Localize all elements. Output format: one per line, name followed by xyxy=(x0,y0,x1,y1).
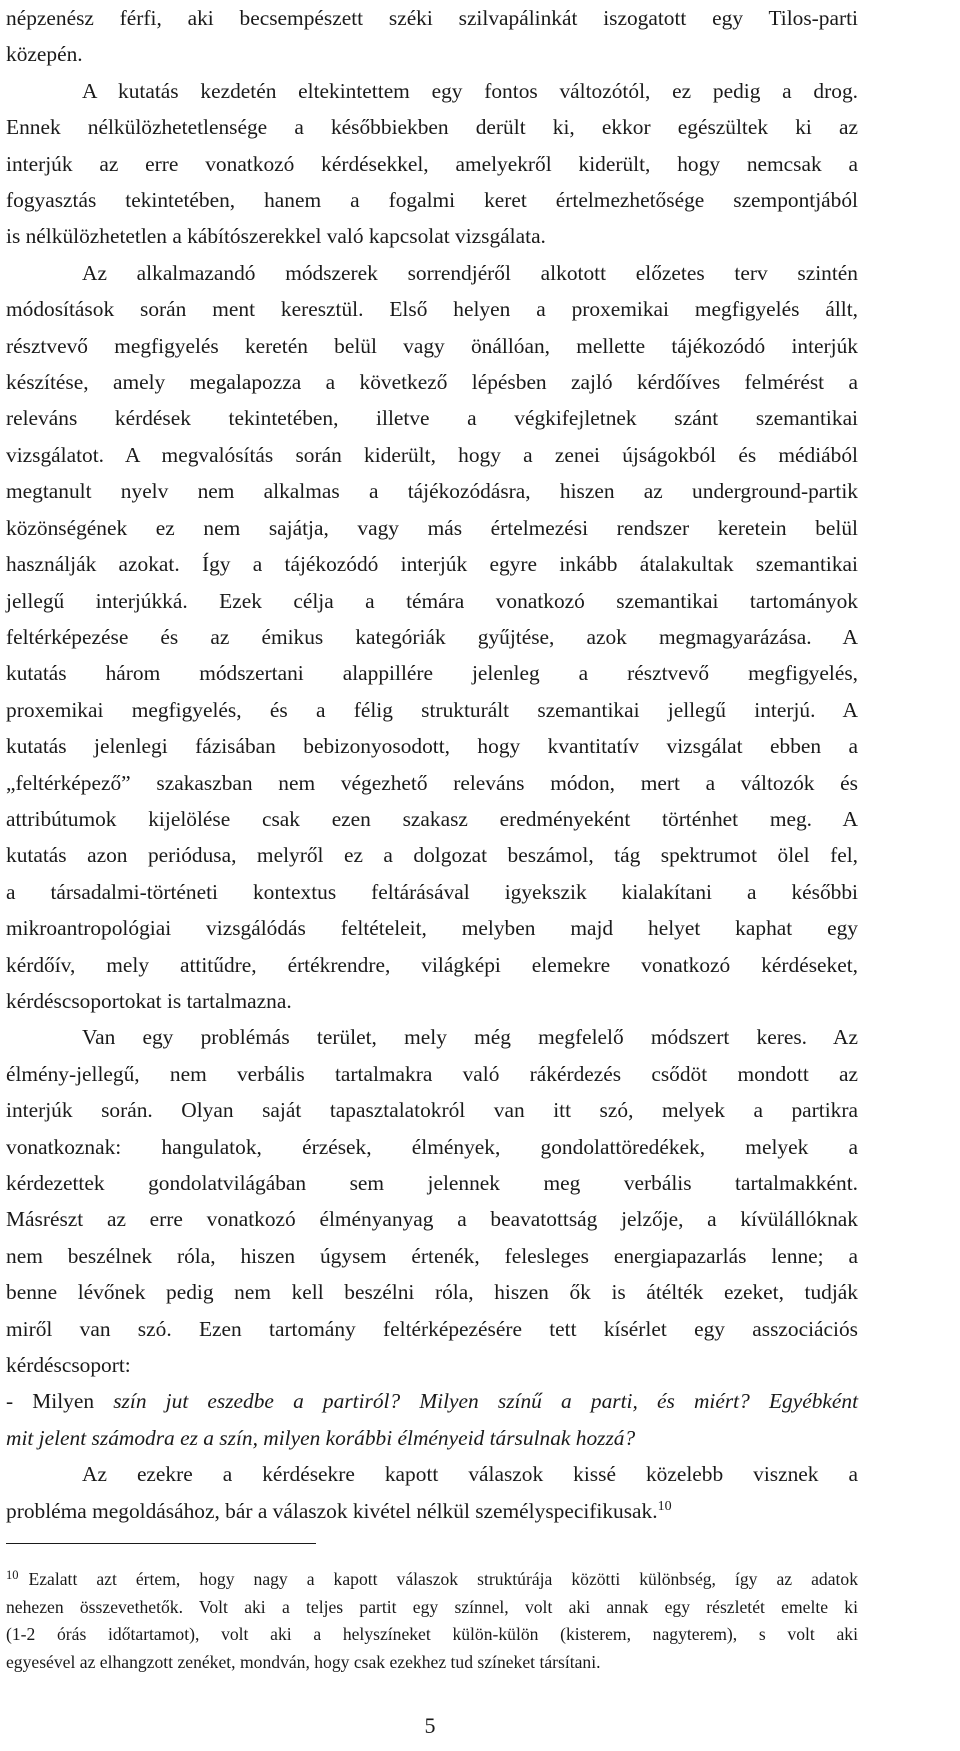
text-line: attribútumok kijelölése csak ezen szakasz eredményeként történhet meg. A xyxy=(6,806,858,831)
text-line: jellegű interjúkká. Ezek célja a témára vonatkozó szemantikai tartományok xyxy=(6,588,858,613)
text-line: Ennek nélkülözhetetlensége a későbbiekben derült ki, ekkor egészültek ki az xyxy=(6,115,858,140)
last-line-text: probléma megoldásához, bár a válaszok kivétel nélkül személyspecifikusak. xyxy=(6,1498,658,1523)
text-line: a társadalmi-történeti kontextus feltárásával igyekszik kialakítani a későbbi xyxy=(6,879,858,904)
footnote-line xyxy=(6,1594,858,1622)
footnote-text: nehezen összevethetők. Volt aki a teljes partit egy színnel, volt aki annak egy részletét emelte ki xyxy=(6,1596,858,1617)
document-page xyxy=(6,0,858,1529)
text-line: benne lévőnek pedig nem kell beszélni róla, hiszen ők is átélték ezeket, tudják xyxy=(6,1280,858,1305)
text-line: is nélkülözhetetlen a kábítószerekkel való kapcsolat vizsgálata. xyxy=(6,224,546,249)
text-line: kérdéscsoportokat is tartalmazna. xyxy=(6,988,292,1013)
text-line: vizsgálatot. A megvalósítás során kiderült, hogy a zenei újságokból és médiából xyxy=(6,442,858,467)
text-line: „feltérképező” szakaszban nem végezhető releváns módon, mert a változók és xyxy=(6,770,858,795)
text-line: résztvevő megfigyelés keretén belül vagy önállóan, mellette tájékozódó interjúk xyxy=(6,333,858,358)
footnote-text: egyesével az elhangzott zenéket, mondván, hogy csak ezekhez tud színeket társítani. xyxy=(6,1651,601,1672)
text-line: interjúk az erre vonatkozó kérdésekkel, amelyekről kiderült, hogy nemcsak a xyxy=(6,151,858,176)
footnote-reference[interactable]: 10 xyxy=(657,1498,672,1514)
question-italic: mit jelent számodra ez a szín, milyen korábbi élményeid társulnak hozzá? xyxy=(6,1425,636,1450)
text-line: Van egy problémás terület, mely még megfelelő módszert keres. Az xyxy=(82,1025,858,1050)
text-line: miről van szó. Ezen tartomány feltérképezésére tett kísérlet egy asszociációs xyxy=(6,1316,858,1341)
question-line xyxy=(6,1420,858,1456)
text-line: kérdéscsoport: xyxy=(6,1353,131,1378)
text-line: kutatás azon periódusa, melyről ez a dolgozat beszámol, tág spektrumot ölel fel, xyxy=(6,843,858,868)
footnote-line xyxy=(6,1621,858,1649)
text-line: Másrészt az erre vonatkozó élményanyag a beavatottság jelzője, a kívülállóknak xyxy=(6,1207,858,1232)
text-line: mikroantropológiai vizsgálódás feltételeit, melyben majd helyet kaphat egy xyxy=(6,916,858,941)
text-line: közönségének ez nem sajátja, vagy más értelmezési rendszer keretein belül xyxy=(6,515,858,540)
footnote-text: Ezalatt azt értem, hogy nagy a kapott válaszok struktúrája közötti különbség, így az adatok xyxy=(28,1569,858,1589)
text-line: interjúk során. Olyan saját tapasztalatokról van itt szó, melyek a partikra xyxy=(6,1098,858,1123)
body-text xyxy=(6,0,858,1529)
text-line: kérdőív, mely attitűdre, értékrendre, világképi elemekre vonatkozó kérdéseket, xyxy=(6,952,858,977)
text-line: Az alkalmazandó módszerek sorrendjéről alkotott előzetes terv szintén xyxy=(82,260,858,285)
text-line: kérdezettek gondolatvilágában sem jelennek meg verbális tartalmakként. xyxy=(6,1171,858,1195)
text-line: nem beszélnek róla, hiszen úgysem értenék, felesleges energiapazarlás lenne; a xyxy=(6,1243,858,1268)
question-prefix: - Milyen xyxy=(6,1389,114,1414)
footnote-number: 10 xyxy=(6,1568,19,1582)
footnote-line xyxy=(6,1566,858,1594)
text-line: A kutatás kezdetén eltekintettem egy fontos változótól, ez pedig a drog. xyxy=(82,78,858,103)
text-line: élmény-jellegű, nem verbális tartalmakra való rákérdezés csődöt mondott az xyxy=(6,1061,858,1086)
text-line: készítése, amely megalapozza a következő lépésben zajló kérdőíves felmérést a xyxy=(6,370,858,395)
text-line: módosítások során ment keresztül. Első helyen a proxemikai megfigyelés állt, xyxy=(6,297,858,322)
text-line: kutatás jelenlegi fázisában bebizonyosodott, hogy kvantitatív vizsgálat ebben a xyxy=(6,734,858,759)
page-number: 5 xyxy=(424,1713,436,1738)
text-line: használják azokat. Így a tájékozódó interjúk egyre inkább átalakultak szemantikai xyxy=(6,552,858,577)
question-line xyxy=(6,1383,858,1419)
text-line: Az ezekre a kérdésekre kapott válaszok kissé közelebb visznek a xyxy=(82,1462,858,1487)
text-line: kutatás három módszertani alappillére jelenleg a résztvevő megfigyelés, xyxy=(6,661,858,686)
text-line: vonatkoznak: hangulatok, érzések, élmények, gondolattöredékek, melyek a xyxy=(6,1134,858,1159)
text-line: megtanult nyelv nem alkalmas a tájékozódásra, hiszen az underground-partik xyxy=(6,479,858,504)
footnote-separator xyxy=(6,1543,316,1544)
text-line xyxy=(6,1493,858,1529)
footnote-line xyxy=(6,1649,858,1677)
footnote-10 xyxy=(6,1566,858,1676)
text-line: közepén. xyxy=(6,42,83,67)
footnotes xyxy=(6,1566,858,1676)
text-line: releváns kérdések tekintetében, illetve a végkifejletnek szánt szemantikai xyxy=(6,406,858,431)
text-line: feltérképezése és az émikus kategóriák gyűjtése, azok megmagyarázása. A xyxy=(6,624,858,649)
question-italic: szín jut eszedbe a partiról? Milyen színű a parti, és miért? Egyébként xyxy=(113,1389,859,1414)
footnote-text: (1-2 órás időtartamot), volt aki a helyszíneket külön-külön (kisterem, nagyterem), s volt aki xyxy=(6,1624,858,1645)
text-line: népzenész férfi, aki becsempészett széki szilvapálinkát iszogatott egy Tilos-parti xyxy=(6,6,858,30)
text-line: fogyasztás tekintetében, hanem a fogalmi keret értelmezhetősége szempontjából xyxy=(6,188,858,213)
text-line: proxemikai megfigyelés, és a félig strukturált szemantikai jellegű interjú. A xyxy=(6,697,858,722)
